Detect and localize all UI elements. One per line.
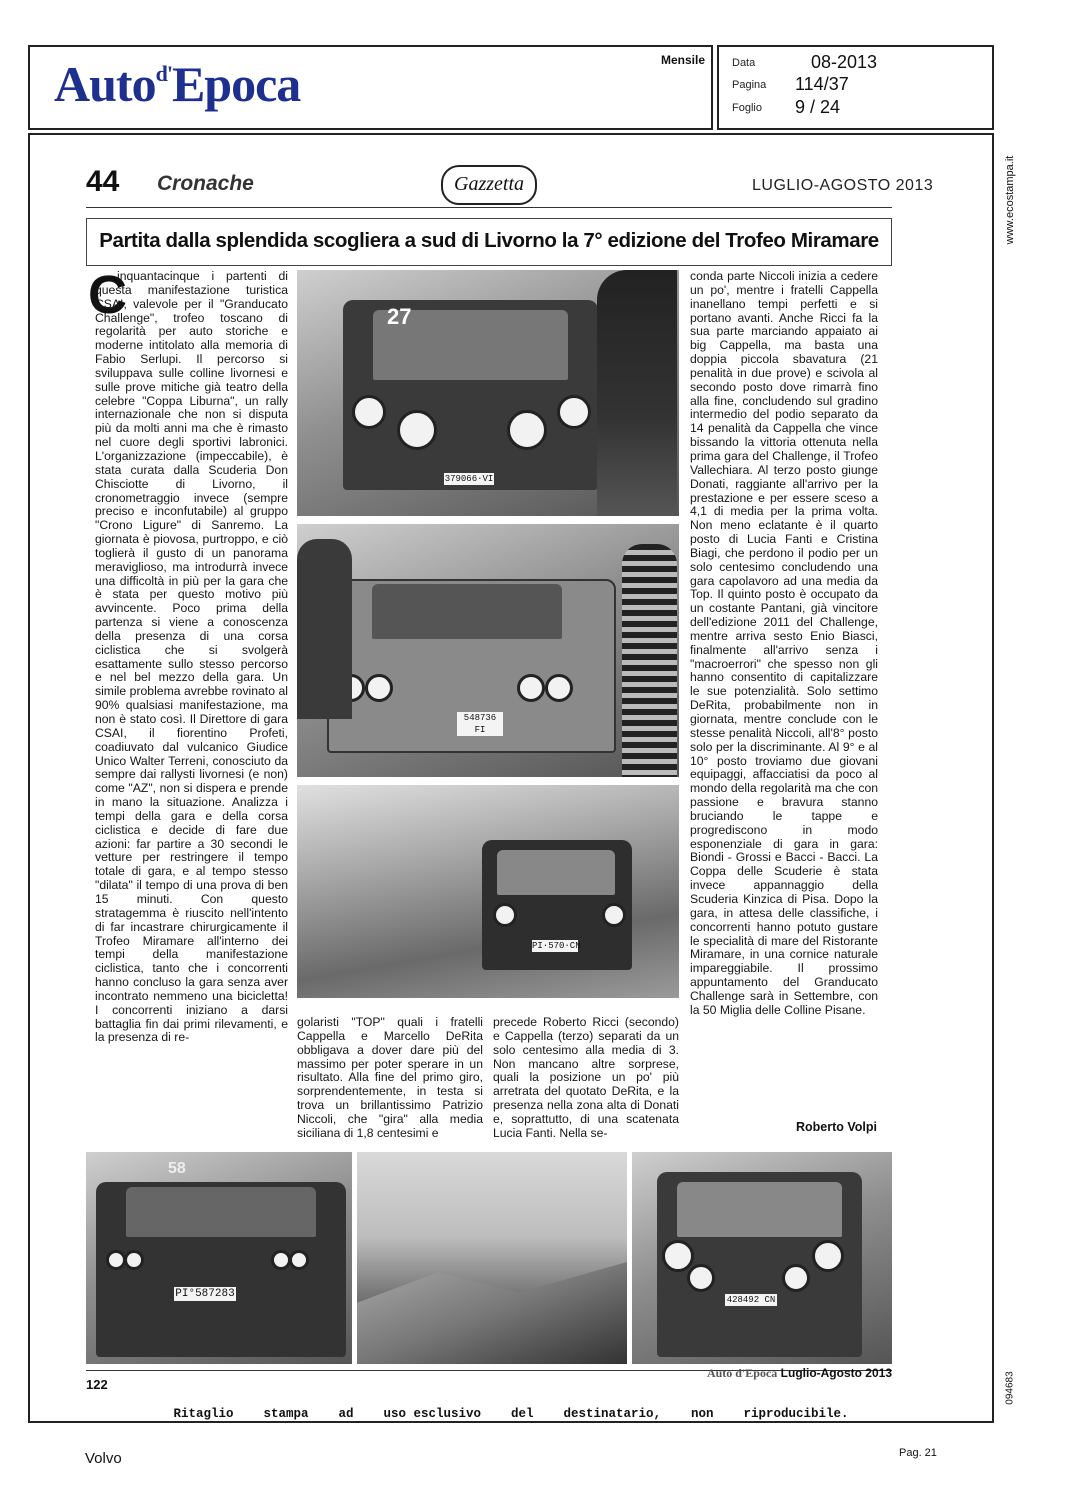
license-plate: 548736 FI [457,712,503,736]
document-page: Pag. 21 [899,1447,937,1459]
logo-main: Auto [54,56,156,112]
race-number-58: 58 [168,1160,186,1177]
car-window [372,584,562,639]
logo-rest: Epoca [171,56,301,112]
date-label: Data [732,57,756,69]
logo-sup: d' [155,61,172,86]
headlamp [662,1240,694,1272]
headlamp [124,1250,144,1270]
magazine-logo [54,55,300,113]
article-column-3 [493,1016,679,1141]
headlamp [106,1250,126,1270]
fog-lamp [507,410,547,450]
column-1-text: inquantacinque i partenti di questa manifestazione turistica CSAI, valevole per il "Granducato Challenge", trofeo toscano di regolarità per auto storiche e moderne intitolato alla memoria di Fabio Serlupi. Il percorso si sviluppava sulle colline livornesi e sulle prove mitiche già teatro della celebre "Coppa Liburna", un rally internazionale che non si disputa più da molti anni ma che è rimasto nel cuore degli sportivi labronici. L'organizzazione (impeccabile), è stata curata dalla Scuderia Don Chisciotte di Livorno, il cronometraggio invece (sempre preciso e inconfutabile) al gruppo "Crono Ligure" di Sanremo. La giornata è piovosa, purtroppo, e ciò toglierà il gusto di un panorama meraviglioso, ma introdurrà invece una difficoltà in più per la gara che è stata per questo motivo più avvincente. Poco prima della partenza si viene a conoscenza della presenza di una corsa ciclistica che si svolgerà esattamente sullo stesso percorso e nel bel mezzo della gara. Un simile problema avrebbe rovinato al 90% qualsiasi manifestazione, ma non è stato così. Il Direttore di gara CSAI, il fiorentino Profeti, coadiuvato dal vulcanico Giudice Unico Walter Terreni, conosciuto da sempre dai rallysti livornesi (e non) come "AZ", non si dispera e prende in mano la situazione. Analizza i tempi della gara e della corsa ciclistica e decide di fare due azioni: far partire a 30 secondi le vetture per restringere il tempo totale di gara, e al tempo stesso "dilata" il tempo di una prova di ben 15 minuti. Con questo stratagemma è riuscito nell'intento di far incastrare chirurgicamente il Trofeo Miramare all'interno dei tempi della manifestazione ciclistica, tanto che i concorrenti hanno concluso la gara senza aver incontrato nemmeno una bicicletta! I concorrenti iniziano a darsi battaglia fin dai primi rilevamenti, e la presenza di re- [95,269,288,1045]
spectator-figure [622,544,677,777]
headlamp [271,1250,291,1270]
photo-coastline [357,1152,627,1364]
license-plate: PI·570·CN [532,941,581,951]
license-plate: 379066·VI [444,474,494,484]
sheet-value: 9 / 24 [795,97,841,117]
header-meta-box [717,45,994,130]
photo-autobianchi-27 [297,270,679,516]
car-window [677,1182,842,1237]
headlamp [557,395,591,429]
column-3-text: precede Roberto Ricci (secondo) e Cappella (terzo) separati da un solo centesimo alla media di 3. Non mancano altre sorprese, quali la posizione un po' più arretrata del quotato DeRita, e la presenza nella zona alta di Donati e, soprattutto, di una scatenata Lucia Fanti. Nella se- [493,1015,679,1140]
headlamp [812,1240,844,1272]
headlamp [352,395,386,429]
gazzetta-badge [441,165,537,205]
headlamp [289,1250,309,1270]
disclaimer: Ritaglio stampa ad uso esclusivo del destinatario, non riproducibile. [173,1407,849,1421]
side-code: 094683 [1004,1371,1016,1405]
print-page-number: 122 [86,1377,108,1392]
magazine-name: Auto d'Epoca [706,1366,778,1380]
side-site: www.ecostampa.it [1004,155,1016,245]
photo-lancia-fulvia [297,524,679,777]
date-value: 08-2013 [811,52,878,72]
issue-date: LUGLIO-AGOSTO 2013 [752,177,934,194]
headlamp [365,674,393,702]
license-plate: PI°587283 [175,1288,235,1300]
dropcap: C [88,265,127,325]
headlamp [602,903,626,927]
spectator-figure [297,539,352,719]
spectator-figure [597,270,677,516]
sheet-label: Foglio [732,102,762,114]
car-window [497,850,615,895]
cliff-shape [357,1262,627,1364]
column-2-text: golaristi "TOP" quali i fratelli Cappella e Marcello DeRita obbligava a dover dare più del massimo per poter sperare in un risultato. Alla fine del primo giro, sorprendentemente, in testa si trova un brillantissimo Patrizio Niccoli, che "gira" alla media siciliana di 1,8 centesimi e [297,1015,483,1140]
column-4-text: conda parte Niccoli inizia a cedere un po', mentre i fratelli Cappella inanellano tempi perfetti e si portano avanti. Anche Ricci fa la sua parte marciando appaiato ai big Cappella, ma basta una doppia piccola sbavatura (21 penalità in due prove) e scivola al secondo posto dove rimarrà fino alla fine, concludendo sul gradino intermedio del podio separato da 14 penalità da Cappella che vince bissando la vittoria ottenuta nella prima gara del Challenge, il Trofeo Vallechiara. Al terzo posto giunge Donati, raggiante all'arrivo per la prestazione e per essere sceso a 4,1 di media per la prima volta. Non meno eclatante è il quarto posto di Lucia Fanti e Cristina Biagi, che perdono il podio per un solo centesimo concludendo una gara capolavoro ad una media da Top. Il quinto posto è occupato da un costante Pantani, già vincitore dell'edizione 2011 del Challenge, mentre arriva sesto Enio Biasci, finalmente all'arrivo senza i "macroerrori" che spesso non gli hanno consentito di capitalizzare le sue potenzialità. Solo settimo DeRita, probabilmente non in giornata, mentre conclude con le stesse penalità Niccoli, all'8° posto solo per la discriminante. Al 9° e al 10° posto troviamo due giovani equipaggi, affacciatisi da poco al mondo della regolarità ma che con passione e bravura stanno bruciando le tappe e progrediscono in modo esponenziale di gara in gara: Biondi - Grossi e Bacci - Bacci. La Coppa delle Scuderie è stata invece appannaggio della Scuderia Kinzica di Pisa. Dopo la gara, in attesa delle classifiche, i concorrenti hanno potuto gustare le specialità di mare del Ristorante Miramare, in una cornice naturale impareggiabile. Il prossimo appuntamento del Granducato Challenge sarà in Settembre, con la 50 Miglia delle Colline Pisane. [690,269,878,1017]
license-plate: 428492 CN [726,1295,776,1305]
page-value: 114/37 [795,74,849,94]
gazzetta-text: Gazzetta [454,173,524,195]
fog-lamp [782,1264,810,1292]
article-column-4 [690,270,878,1018]
fog-lamp [397,410,437,450]
page-label: Pagina [732,79,767,91]
section-name: Cronache [157,172,254,195]
magazine-issue: Luglio-Agosto 2013 [780,1366,892,1380]
article-column-2 [297,1016,483,1141]
car-window [126,1187,316,1237]
client-note: Volvo [85,1450,122,1467]
magazine-footer [600,1366,892,1381]
photo-autobianchi-a112 [632,1152,892,1364]
headlamp [545,674,573,702]
photo-a112-road [297,785,679,998]
header-title-box [28,45,713,130]
article-column-1 [95,270,288,1150]
headlamp [517,674,545,702]
author-name: Roberto Volpi [795,1120,877,1134]
headlamp [493,903,517,927]
race-number-27: 27 [387,304,412,329]
article-title: Partita dalla splendida scogliera a sud di Livorno la 7° edizione del Trofeo Miramare [99,229,879,252]
header-rule [86,207,892,208]
section-number: 44 [86,165,120,198]
photo-lancia-delta [86,1152,352,1364]
fog-lamp [687,1264,715,1292]
frequency-label: Mensile [660,53,705,67]
